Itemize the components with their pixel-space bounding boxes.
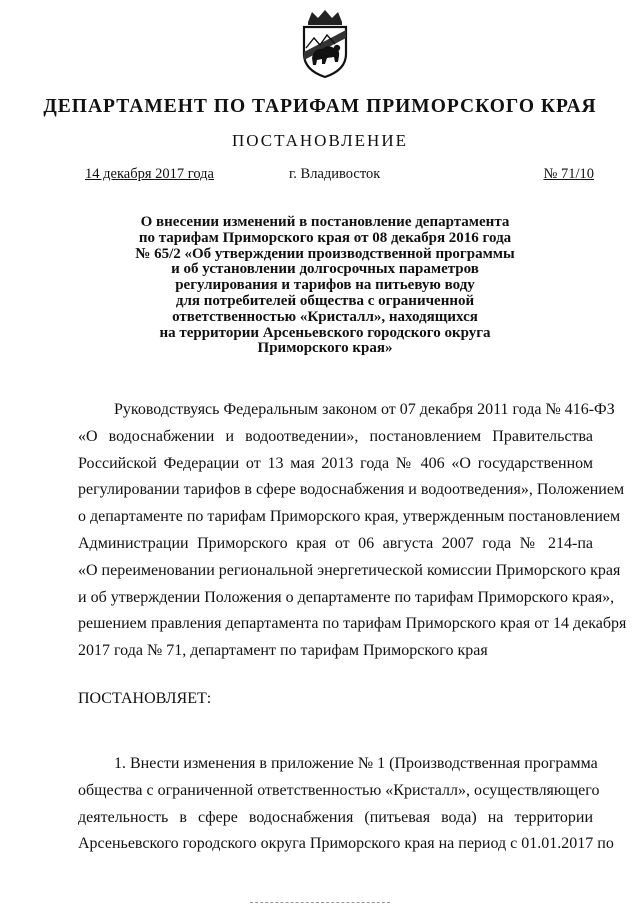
subject-line: регулирования и тарифов на питьевую воду — [175, 277, 475, 294]
text-line: о департаменте по тарифам Приморского края, утвержденным постановлением — [78, 508, 621, 526]
page-edge-divider — [250, 902, 390, 904]
subject-line: Приморского края» — [257, 340, 393, 357]
document-type: ПОСТАНОВЛЕНИЕ — [231, 131, 408, 150]
text-line: Российской Федерации от 13 мая 2013 года № 406 «О государственном — [78, 454, 593, 472]
text-line: и об утверждении Положения о департаменте по тарифам Приморского края», — [78, 588, 615, 606]
subject-line: О внесении изменений в постановление департамента — [140, 214, 510, 230]
subject-line: для потребителей общества с ограниченной — [175, 292, 475, 309]
text-line: «О водоснабжении и водоотведении», постановлением Правительства — [78, 427, 593, 445]
text-line: деятельность в сфере водоснабжения (питьевая вода) на территории — [78, 808, 593, 826]
department-title: ДЕПАРТАМЕНТ ПО ТАРИФАМ ПРИМОРСКОГО КРАЯ — [43, 96, 597, 117]
text-line: Руководствуясь Федеральным законом от 07 декабря 2011 года № 416-ФЗ — [114, 401, 615, 418]
subject-line: ответственностью «Кристалл», находящихся — [172, 308, 478, 325]
document-date: 14 декабря 2017 года — [85, 166, 214, 182]
text-line: решением правления департамента по тарифам Приморского края от 14 декабря — [78, 615, 627, 633]
subject-line: по тарифам Приморского края от 08 декабря 2016 года — [138, 229, 512, 246]
coat-of-arms-icon — [294, 8, 356, 80]
text-line: «О переименовании региональной энергетической комиссии Приморского края — [78, 561, 621, 579]
preamble-paragraph — [78, 397, 627, 665]
text-line: Администрации Приморского края от 06 августа 2007 года № 214-па — [78, 534, 593, 552]
subject-line: № 65/2 «Об утверждении производственной программы — [135, 245, 515, 262]
subject-line: на территории Арсеньевского городского округа — [159, 324, 491, 341]
document-subject — [100, 215, 550, 357]
text-line: 1. Внести изменения в приложение № 1 (Производственная программа — [114, 755, 598, 772]
document-number: № 71/10 — [543, 166, 594, 182]
text-line: Арсеньевского городского округа Приморского края на период с 01.01.2017 по — [78, 835, 614, 853]
subject-line: и об установлении долгосрочных параметров — [171, 261, 479, 278]
text-line: общества с ограниченной ответственностью «Кристалл», осуществляющего — [78, 781, 600, 799]
document-city: г. Владивосток — [289, 166, 381, 182]
text-line: регулировании тарифов в сфере водоснабжения и водоотведения», Положением — [78, 481, 625, 499]
item-1-paragraph — [78, 751, 614, 858]
text-line: 2017 года № 71, департамент по тарифам Приморского края — [78, 642, 488, 660]
resolves-heading: ПОСТАНОВЛЯЕТ: — [78, 690, 212, 707]
